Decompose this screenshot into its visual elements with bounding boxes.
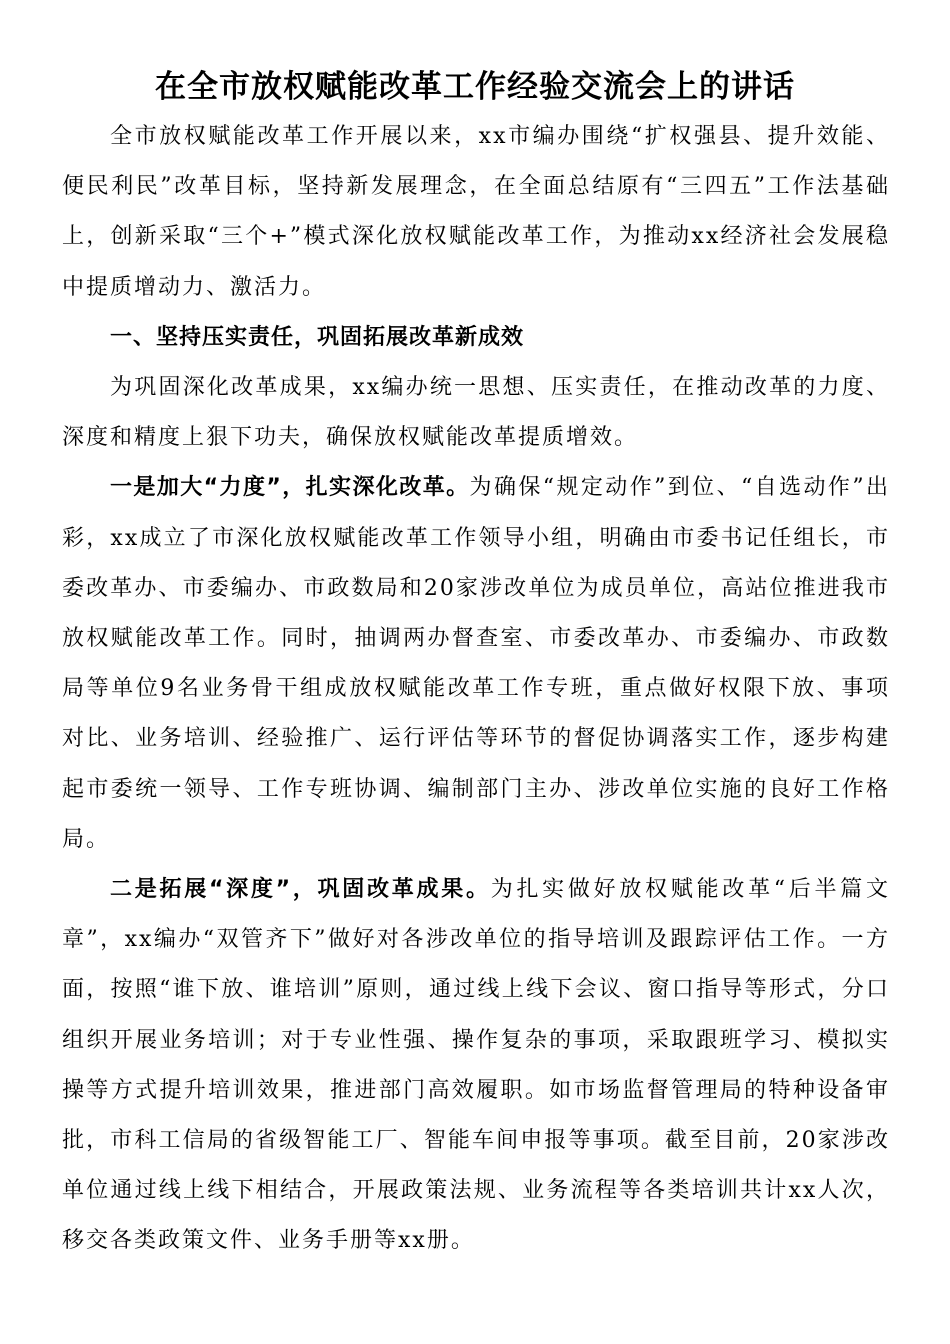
section-intro-paragraph: 为巩固深化改革成果，xx编办统一思想、压实责任，在推动改革的力度、深度和精度上狠下功夫，确保放权赋能改革提质增效。 bbox=[62, 375, 890, 451]
point-two-body: 为扎实做好放权赋能改革“后半篇文章”，xx编办“双管齐下”做好对各涉改单位的指导培训及跟踪评估工作。一方面，按照“谁下放、谁培训”原则，通过线上线下会议、窗口指导等形式，分口组织开展业务培训；对于专业性强、操作复杂的事项，采取跟班学习、模拟实操等方式提升培训效果，推进部门高效履职。如市场监督管理局的特种设备审批，市科工信局的省级智能工厂、智能车间申报等事项。截至目前，20家涉改单位通过线上线下相结合，开展政策法规、业务流程等各类培训共计xx人次，移交各类政策文件、业务手册等xx册。 bbox=[62, 877, 890, 1254]
document-title: 在全市放权赋能改革工作经验交流会上的讲话 bbox=[155, 69, 795, 105]
intro-paragraph: 全市放权赋能改革工作开展以来，xx市编办围绕“扩权强县、提升效能、便民利民”改革目标，坚持新发展理念，在全面总结原有“三四五”工作法基础上，创新采取“三个+”模式深化放权赋能改革工作，为推动xx经济社会发展稳中提质增动力、激活力。 bbox=[62, 124, 890, 300]
point-two-paragraph bbox=[62, 865, 890, 1267]
document-body bbox=[62, 112, 890, 1267]
point-two-lead: 二是拓展“深度”，巩固改革成果。 bbox=[110, 877, 491, 903]
section-heading: 一、坚持压实责任，巩固拓展改革新成效 bbox=[110, 324, 525, 350]
point-one-paragraph bbox=[62, 463, 890, 865]
point-one-lead: 一是加大“力度”，扎实深化改革。 bbox=[110, 475, 470, 501]
point-one-body: 为确保“规定动作”到位、“自选动作”出彩，xx成立了市深化放权赋能改革工作领导小组，明确由市委书记任组长，市委改革办、市委编办、市政数局和20家涉改单位为成员单位，高站位推进我市放权赋能改革工作。同时，抽调两办督查室、市委改革办、市委编办、市政数局等单位9名业务骨干组成放权赋能改革工作专班，重点做好权限下放、事项对比、业务培训、经验推广、运行评估等环节的督促协调落实工作，逐步构建起市委统一领导、工作专班协调、编制部门主办、涉改单位实施的良好工作格局。 bbox=[62, 475, 890, 852]
